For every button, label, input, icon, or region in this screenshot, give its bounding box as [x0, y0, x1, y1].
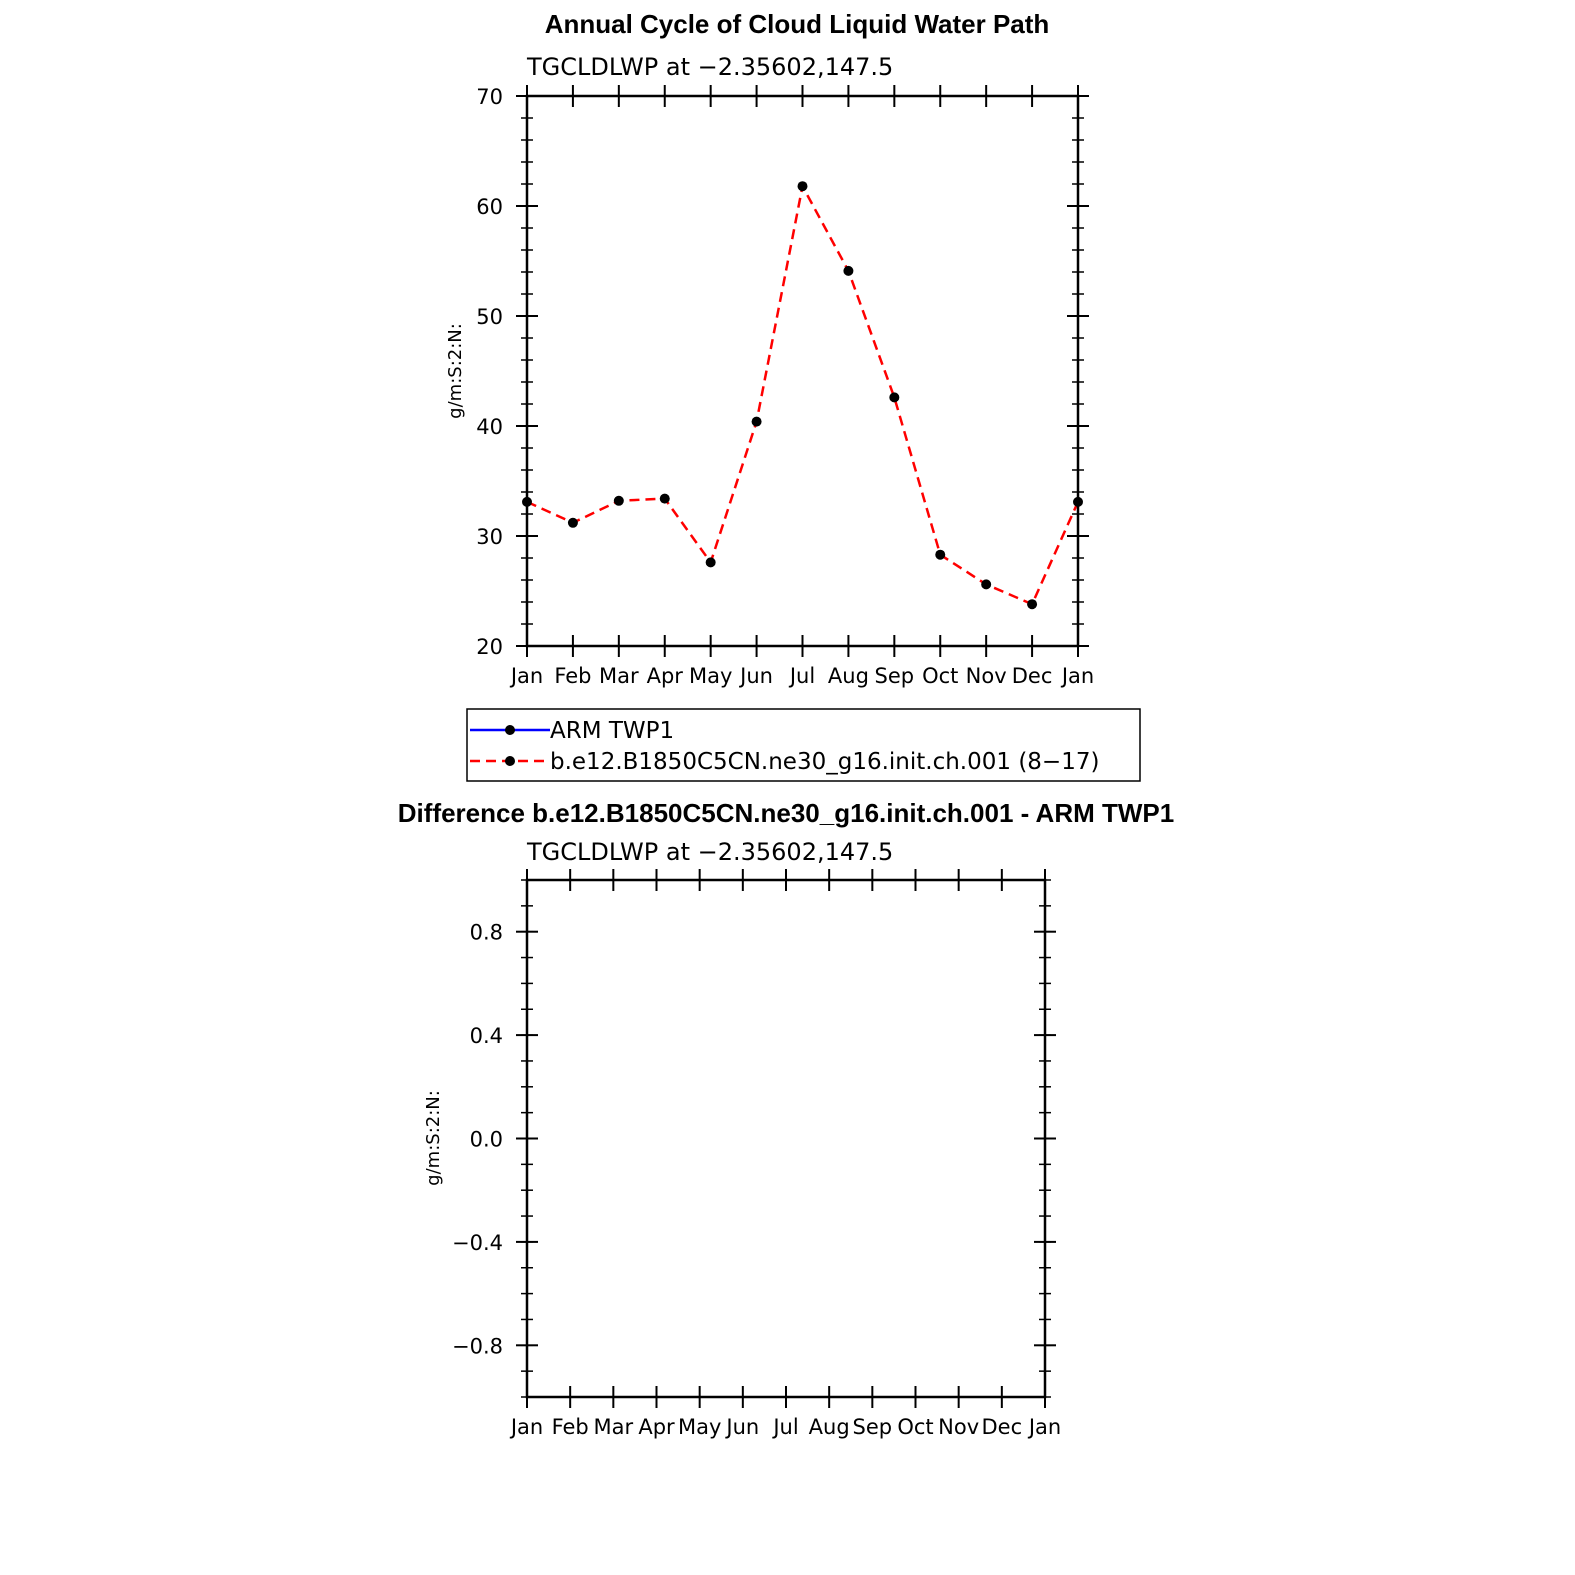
- x-tick-label: Jul: [789, 664, 816, 688]
- x-tick-label: Jan: [510, 664, 544, 688]
- x-tick-label: Feb: [551, 1415, 589, 1439]
- data-point: [752, 417, 762, 427]
- chart-1-y-axis-label: g/m:S:2:N:: [445, 323, 466, 419]
- y-tick-label: 20: [476, 635, 503, 659]
- x-tick-label: Apr: [646, 664, 683, 688]
- x-tick-label: Mar: [599, 664, 639, 688]
- data-point: [981, 579, 991, 589]
- legend-swatch-marker: [505, 756, 515, 766]
- chart-1-ticks: [476, 85, 1094, 688]
- x-tick-label: Apr: [638, 1415, 675, 1439]
- x-tick-label: Dec: [981, 1415, 1023, 1439]
- y-tick-label: 70: [476, 85, 503, 109]
- data-point: [843, 266, 853, 276]
- legend-label: b.e12.B1850C5CN.ne30_g16.init.ch.001 (8−17): [550, 749, 1100, 775]
- chart-2-plot-frame: [527, 880, 1045, 1397]
- y-tick-label: −0.8: [452, 1334, 503, 1359]
- y-tick-label: 0.4: [469, 1024, 503, 1049]
- series-line: [527, 186, 1078, 604]
- x-tick-label: Oct: [922, 664, 959, 688]
- x-tick-label: May: [688, 664, 733, 688]
- x-tick-label: Sep: [874, 664, 915, 688]
- data-point: [660, 494, 670, 504]
- x-tick-label: Jul: [773, 1415, 799, 1439]
- x-tick-label: Jan: [1061, 664, 1095, 688]
- x-tick-label: Nov: [938, 1415, 980, 1439]
- data-point: [798, 181, 808, 191]
- x-tick-label: Dec: [1011, 664, 1053, 688]
- x-tick-label: May: [677, 1415, 722, 1439]
- y-tick-label: 30: [476, 525, 503, 549]
- x-tick-label: Sep: [852, 1415, 893, 1439]
- x-tick-label: Jan: [1028, 1415, 1062, 1439]
- data-point: [614, 496, 624, 506]
- chart-1-title: Annual Cycle of Cloud Liquid Water Path: [544, 9, 1050, 39]
- y-tick-label: 40: [476, 415, 503, 439]
- x-tick-label: Aug: [827, 664, 869, 688]
- x-tick-label: Mar: [593, 1415, 634, 1439]
- x-tick-label: Jun: [740, 664, 773, 688]
- data-point: [1027, 599, 1037, 609]
- x-tick-label: Feb: [554, 664, 592, 688]
- legend: [467, 709, 1140, 781]
- chart-2-title: Difference b.e12.B1850C5CN.ne30_g16.init.ch.001 - ARM TWP1: [397, 798, 1175, 828]
- x-tick-label: Jan: [510, 1415, 544, 1439]
- legend-label: ARM TWP1: [550, 718, 675, 744]
- chart-1-subtitle: TGCLDLWP at −2.35602,147.5: [527, 53, 894, 81]
- y-tick-label: 0.0: [469, 1127, 503, 1152]
- chart-2-ticks: [452, 869, 1061, 1439]
- data-point: [935, 550, 945, 560]
- x-tick-label: Aug: [808, 1415, 850, 1439]
- x-tick-label: Oct: [897, 1415, 934, 1439]
- y-tick-label: 0.8: [469, 920, 503, 945]
- data-point: [568, 518, 578, 528]
- y-tick-label: −0.4: [452, 1230, 503, 1255]
- x-tick-label: Nov: [965, 664, 1007, 688]
- data-point: [706, 557, 716, 567]
- chart-2-subtitle: TGCLDLWP at −2.35602,147.5: [527, 838, 894, 866]
- data-point: [889, 392, 899, 402]
- chart-2-y-axis-label: g/m:S:2:N:: [423, 1090, 444, 1186]
- chart-1-series: [522, 181, 1083, 609]
- y-tick-label: 60: [476, 195, 503, 219]
- legend-swatch-marker: [505, 725, 515, 735]
- chart-1-plot-frame: [527, 96, 1078, 646]
- y-tick-label: 50: [476, 305, 503, 329]
- x-tick-label: Jun: [726, 1415, 760, 1439]
